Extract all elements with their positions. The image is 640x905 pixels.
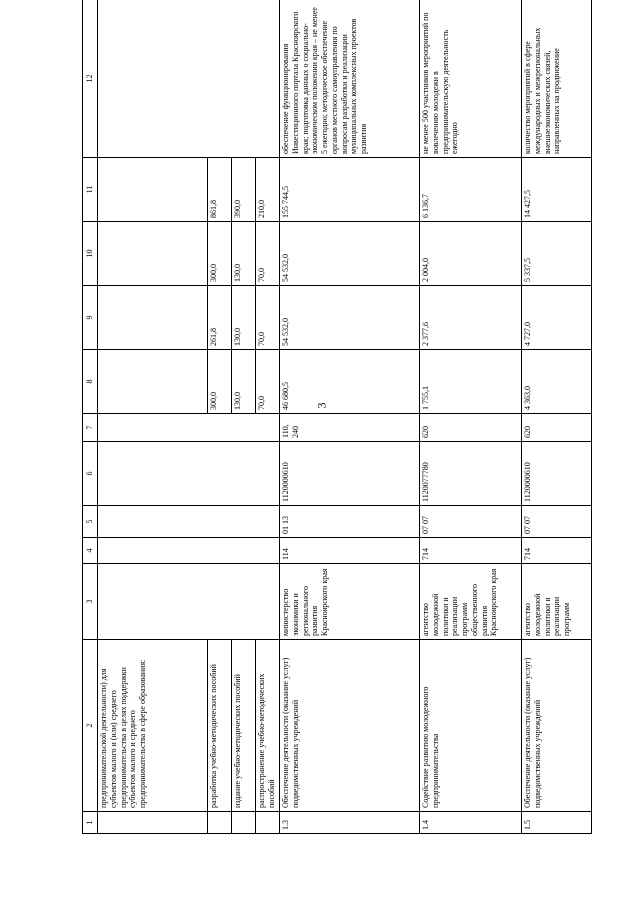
row-csr: 1120000610 xyxy=(280,442,420,506)
cell xyxy=(256,812,280,834)
cell xyxy=(256,506,280,538)
row-year3: 2 004,0 xyxy=(420,222,522,286)
cell xyxy=(232,564,256,640)
col-header-6: 6 xyxy=(83,442,98,506)
cell xyxy=(98,222,208,286)
sub-item-label: издание учебно-методических пособий xyxy=(232,640,256,812)
cell xyxy=(98,414,208,442)
cell xyxy=(98,538,208,564)
cell xyxy=(98,350,208,414)
col-header-8: 8 xyxy=(83,350,98,414)
sub-item-value: 70,0 xyxy=(256,350,280,414)
cell xyxy=(98,286,208,350)
cell xyxy=(256,442,280,506)
table-row xyxy=(522,0,592,834)
row-total: 155 744,5 xyxy=(280,158,420,222)
cell xyxy=(98,158,208,222)
row-year1: 46 680,5 xyxy=(280,350,420,414)
cell xyxy=(232,442,256,506)
row-rzpr: 07 07 xyxy=(522,506,592,538)
table-row xyxy=(280,0,420,834)
row-activity: Обеспечение деятельности (оказание услуг) подведомственных учреждений xyxy=(280,640,420,812)
cell xyxy=(98,0,280,158)
sub-item-value: 861,8 xyxy=(208,158,232,222)
rotated-table-area xyxy=(82,0,571,834)
sub-item-value: 70,0 xyxy=(256,222,280,286)
row-executor: агентство молодежной политики и реализации программ общественного развития Красноярского края xyxy=(420,564,522,640)
cell xyxy=(98,812,208,834)
cell xyxy=(98,442,208,506)
row-year2: 2 377,6 xyxy=(420,286,522,350)
row-grbs: 714 xyxy=(420,538,522,564)
col-header-9: 9 xyxy=(83,286,98,350)
sub-item-value: 300,0 xyxy=(208,350,232,414)
col-header-1: 1 xyxy=(83,812,98,834)
row-number: 1.3 xyxy=(280,812,420,834)
cell xyxy=(208,812,232,834)
sub-item-value: 390,0 xyxy=(232,158,256,222)
cell xyxy=(232,812,256,834)
cell xyxy=(232,506,256,538)
cell xyxy=(98,564,208,640)
page-number: 3 xyxy=(314,402,329,409)
continuation-row xyxy=(98,0,208,834)
cell xyxy=(208,506,232,538)
sub-item-value: 70,0 xyxy=(256,286,280,350)
row-total: 6 136,7 xyxy=(420,158,522,222)
row-number: 1.4 xyxy=(420,812,522,834)
cell xyxy=(232,414,256,442)
col-header-4: 4 xyxy=(83,538,98,564)
cell xyxy=(232,538,256,564)
budget-table-wrapper xyxy=(82,0,571,834)
row-year3: 5 337,5 xyxy=(522,222,592,286)
table-row xyxy=(420,0,522,834)
cell xyxy=(98,506,208,538)
sub-item-label: распространение учебно-методических пособий xyxy=(256,640,280,812)
cell xyxy=(208,414,232,442)
row-result: обеспечение функционирования Инвестиционного портала Красноярского края; подготовка данных о социально-экономическом положении края – не менее 5 ежегодно; методическое обеспечение органов местного самоуправления по вопросам разработки и реализации муниципальных комплексных проектов развития xyxy=(280,0,420,158)
program-text: предпринимательской деятельности) для субъектов малого и (или) среднего предпринимательства в целях поддержки субъектов малого и среднего предпринимательства в сфере образования: xyxy=(98,640,208,812)
col-header-10: 10 xyxy=(83,222,98,286)
sub-item-label: разработка учебно-методических пособий xyxy=(208,640,232,812)
cell xyxy=(256,564,280,640)
row-year1: 4 363,0 xyxy=(522,350,592,414)
row-vr: 110, 240 xyxy=(280,414,420,442)
sub-item-value: 210,0 xyxy=(256,158,280,222)
budget-table xyxy=(82,0,592,834)
cell xyxy=(208,538,232,564)
cell xyxy=(208,564,232,640)
row-rzpr: 07 07 xyxy=(420,506,522,538)
row-year1: 1 755,1 xyxy=(420,350,522,414)
row-grbs: 114 xyxy=(280,538,420,564)
col-header-7: 7 xyxy=(83,414,98,442)
row-year2: 54 532,0 xyxy=(280,286,420,350)
cell xyxy=(208,442,232,506)
col-header-11: 11 xyxy=(83,158,98,222)
cell xyxy=(256,538,280,564)
row-result: количество мероприятий в сфере международных и межрегиональных внешнеэкономических связей, направленных на продвижение xyxy=(522,0,592,158)
col-header-3: 3 xyxy=(83,564,98,640)
row-vr: 620 xyxy=(522,414,592,442)
row-activity: Обеспечение деятельности (оказание услуг) подведомственных учреждений xyxy=(522,640,592,812)
row-csr: 1120077780 xyxy=(420,442,522,506)
row-executor: министерство экономики и регионального развития Красноярского края xyxy=(280,564,420,640)
row-grbs: 714 xyxy=(522,538,592,564)
row-csr: 1120000610 xyxy=(522,442,592,506)
row-rzpr: 01 13 xyxy=(280,506,420,538)
row-year2: 4 727,0 xyxy=(522,286,592,350)
row-result: не менее 500 участников мероприятий по вовлечению молодежи в предпринимательскую деятельность ежегодно xyxy=(420,0,522,158)
col-header-2: 2 xyxy=(83,640,98,812)
col-header-12: 12 xyxy=(83,0,98,158)
row-vr: 620 xyxy=(420,414,522,442)
row-total: 14 427,5 xyxy=(522,158,592,222)
sub-item-value: 300,0 xyxy=(208,222,232,286)
row-year3: 54 532,0 xyxy=(280,222,420,286)
sub-item-value: 261,8 xyxy=(208,286,232,350)
column-number-row xyxy=(83,0,98,834)
sub-item-value: 130,0 xyxy=(232,222,256,286)
row-number: 1.5 xyxy=(522,812,592,834)
cell xyxy=(256,414,280,442)
row-activity: Содействие развитию молодежного предпринимательства xyxy=(420,640,522,812)
col-header-5: 5 xyxy=(83,506,98,538)
sub-item-value: 130,0 xyxy=(232,350,256,414)
sub-item-value: 130,0 xyxy=(232,286,256,350)
row-executor: агентство молодежной политики и реализации программ xyxy=(522,564,592,640)
